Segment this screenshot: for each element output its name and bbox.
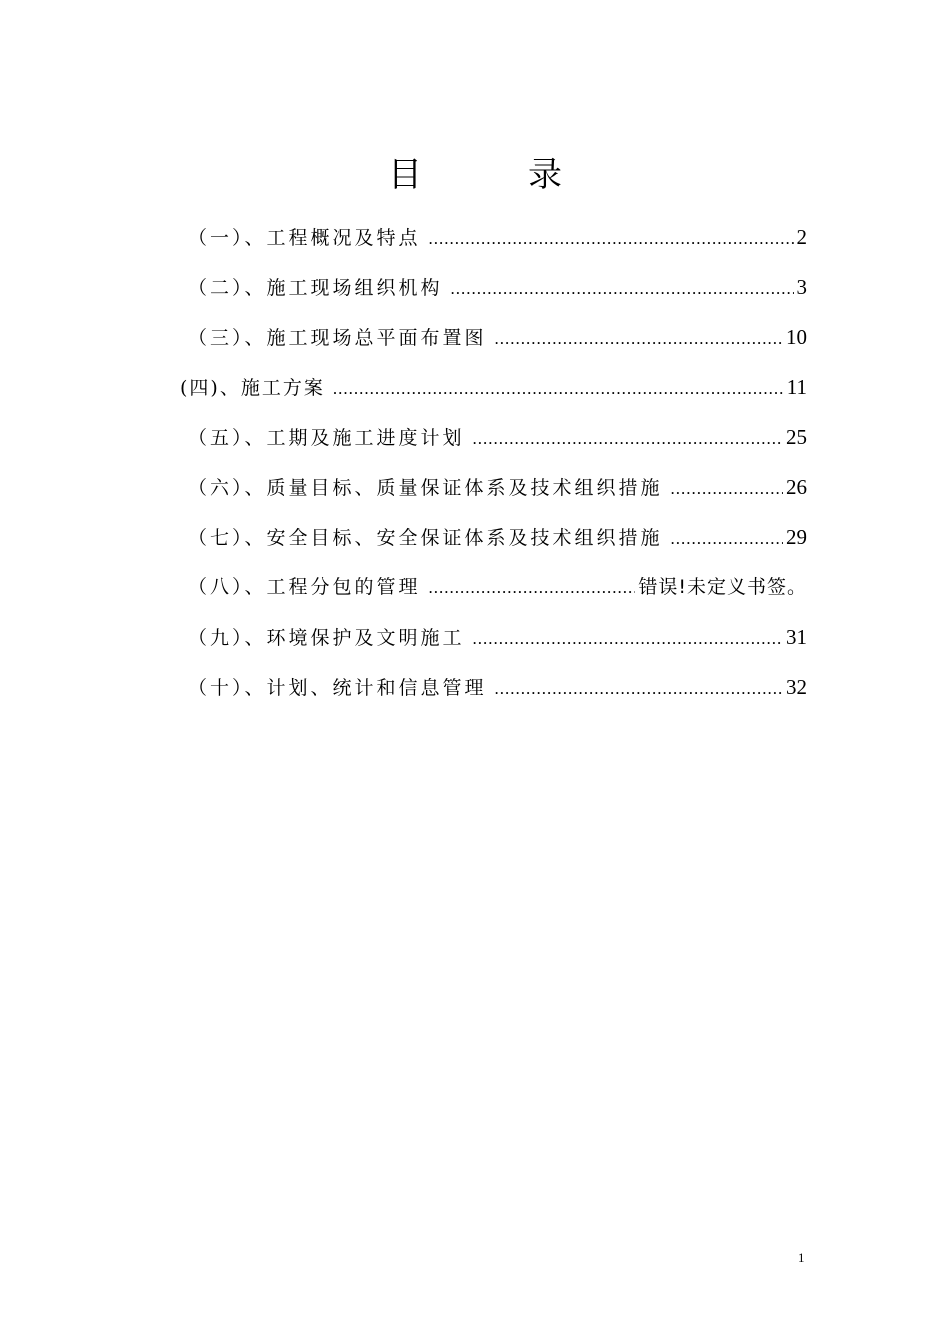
toc-dot-leader — [671, 470, 783, 508]
toc-dot-leader — [473, 420, 783, 458]
toc-entry-page: 29 — [786, 525, 807, 549]
toc-entry-page: 10 — [786, 325, 807, 349]
toc-entry-5[interactable] — [180, 418, 807, 468]
toc-dot-leader — [671, 520, 783, 558]
toc-entry-6[interactable] — [180, 468, 807, 518]
toc-entry-10[interactable] — [180, 668, 807, 718]
toc-dot-leader — [473, 620, 783, 658]
toc-entry-2[interactable] — [180, 268, 807, 318]
toc-entry-label: （六）、质量目标、质量保证体系及技术组织措施 — [188, 477, 663, 499]
toc-dot-leader — [429, 569, 636, 607]
toc-entry-4[interactable] — [180, 368, 807, 418]
toc-entry-9[interactable] — [180, 618, 807, 668]
page-title: 目 录 — [388, 155, 598, 195]
toc-entry-label: （九）、环境保护及文明施工 — [188, 627, 465, 649]
toc-entry-label: （三）、施工现场总平面布置图 — [188, 327, 487, 349]
toc-entry-page: 25 — [786, 425, 807, 449]
toc-entry-label: （七）、安全目标、安全保证体系及技术组织措施 — [188, 527, 663, 549]
toc-dot-leader — [495, 320, 783, 358]
toc-entry-page: 32 — [786, 675, 807, 699]
toc-entry-label: （十）、计划、统计和信息管理 — [188, 677, 487, 699]
toc-entry-label: （二）、施工现场组织机构 — [188, 277, 443, 299]
toc-entry-label: （五）、工期及施工进度计划 — [188, 427, 465, 449]
toc-entry-label: (四)、施工方案 — [180, 377, 325, 399]
table-of-contents — [180, 218, 807, 718]
toc-entry-label: （一）、工程概况及特点 — [188, 227, 421, 249]
toc-entry-page: 26 — [786, 475, 807, 499]
toc-dot-leader — [429, 220, 794, 258]
toc-entry-page: 3 — [796, 275, 807, 299]
toc-entry-page: 2 — [796, 225, 807, 249]
toc-entry-page-error: 错误!未定义书签。 — [638, 576, 807, 598]
toc-entry-7[interactable] — [180, 518, 807, 568]
toc-dot-leader — [333, 370, 784, 408]
toc-entry-3[interactable] — [180, 318, 807, 368]
toc-entry-1[interactable] — [180, 218, 807, 268]
toc-entry-page: 31 — [786, 625, 807, 649]
toc-entry-8[interactable] — [180, 568, 807, 618]
page-number: 1 — [798, 1250, 805, 1265]
toc-entry-label: （八）、工程分包的管理 — [188, 576, 421, 598]
toc-dot-leader — [495, 670, 783, 708]
toc-entry-page: 11 — [786, 375, 807, 399]
toc-dot-leader — [451, 270, 794, 308]
